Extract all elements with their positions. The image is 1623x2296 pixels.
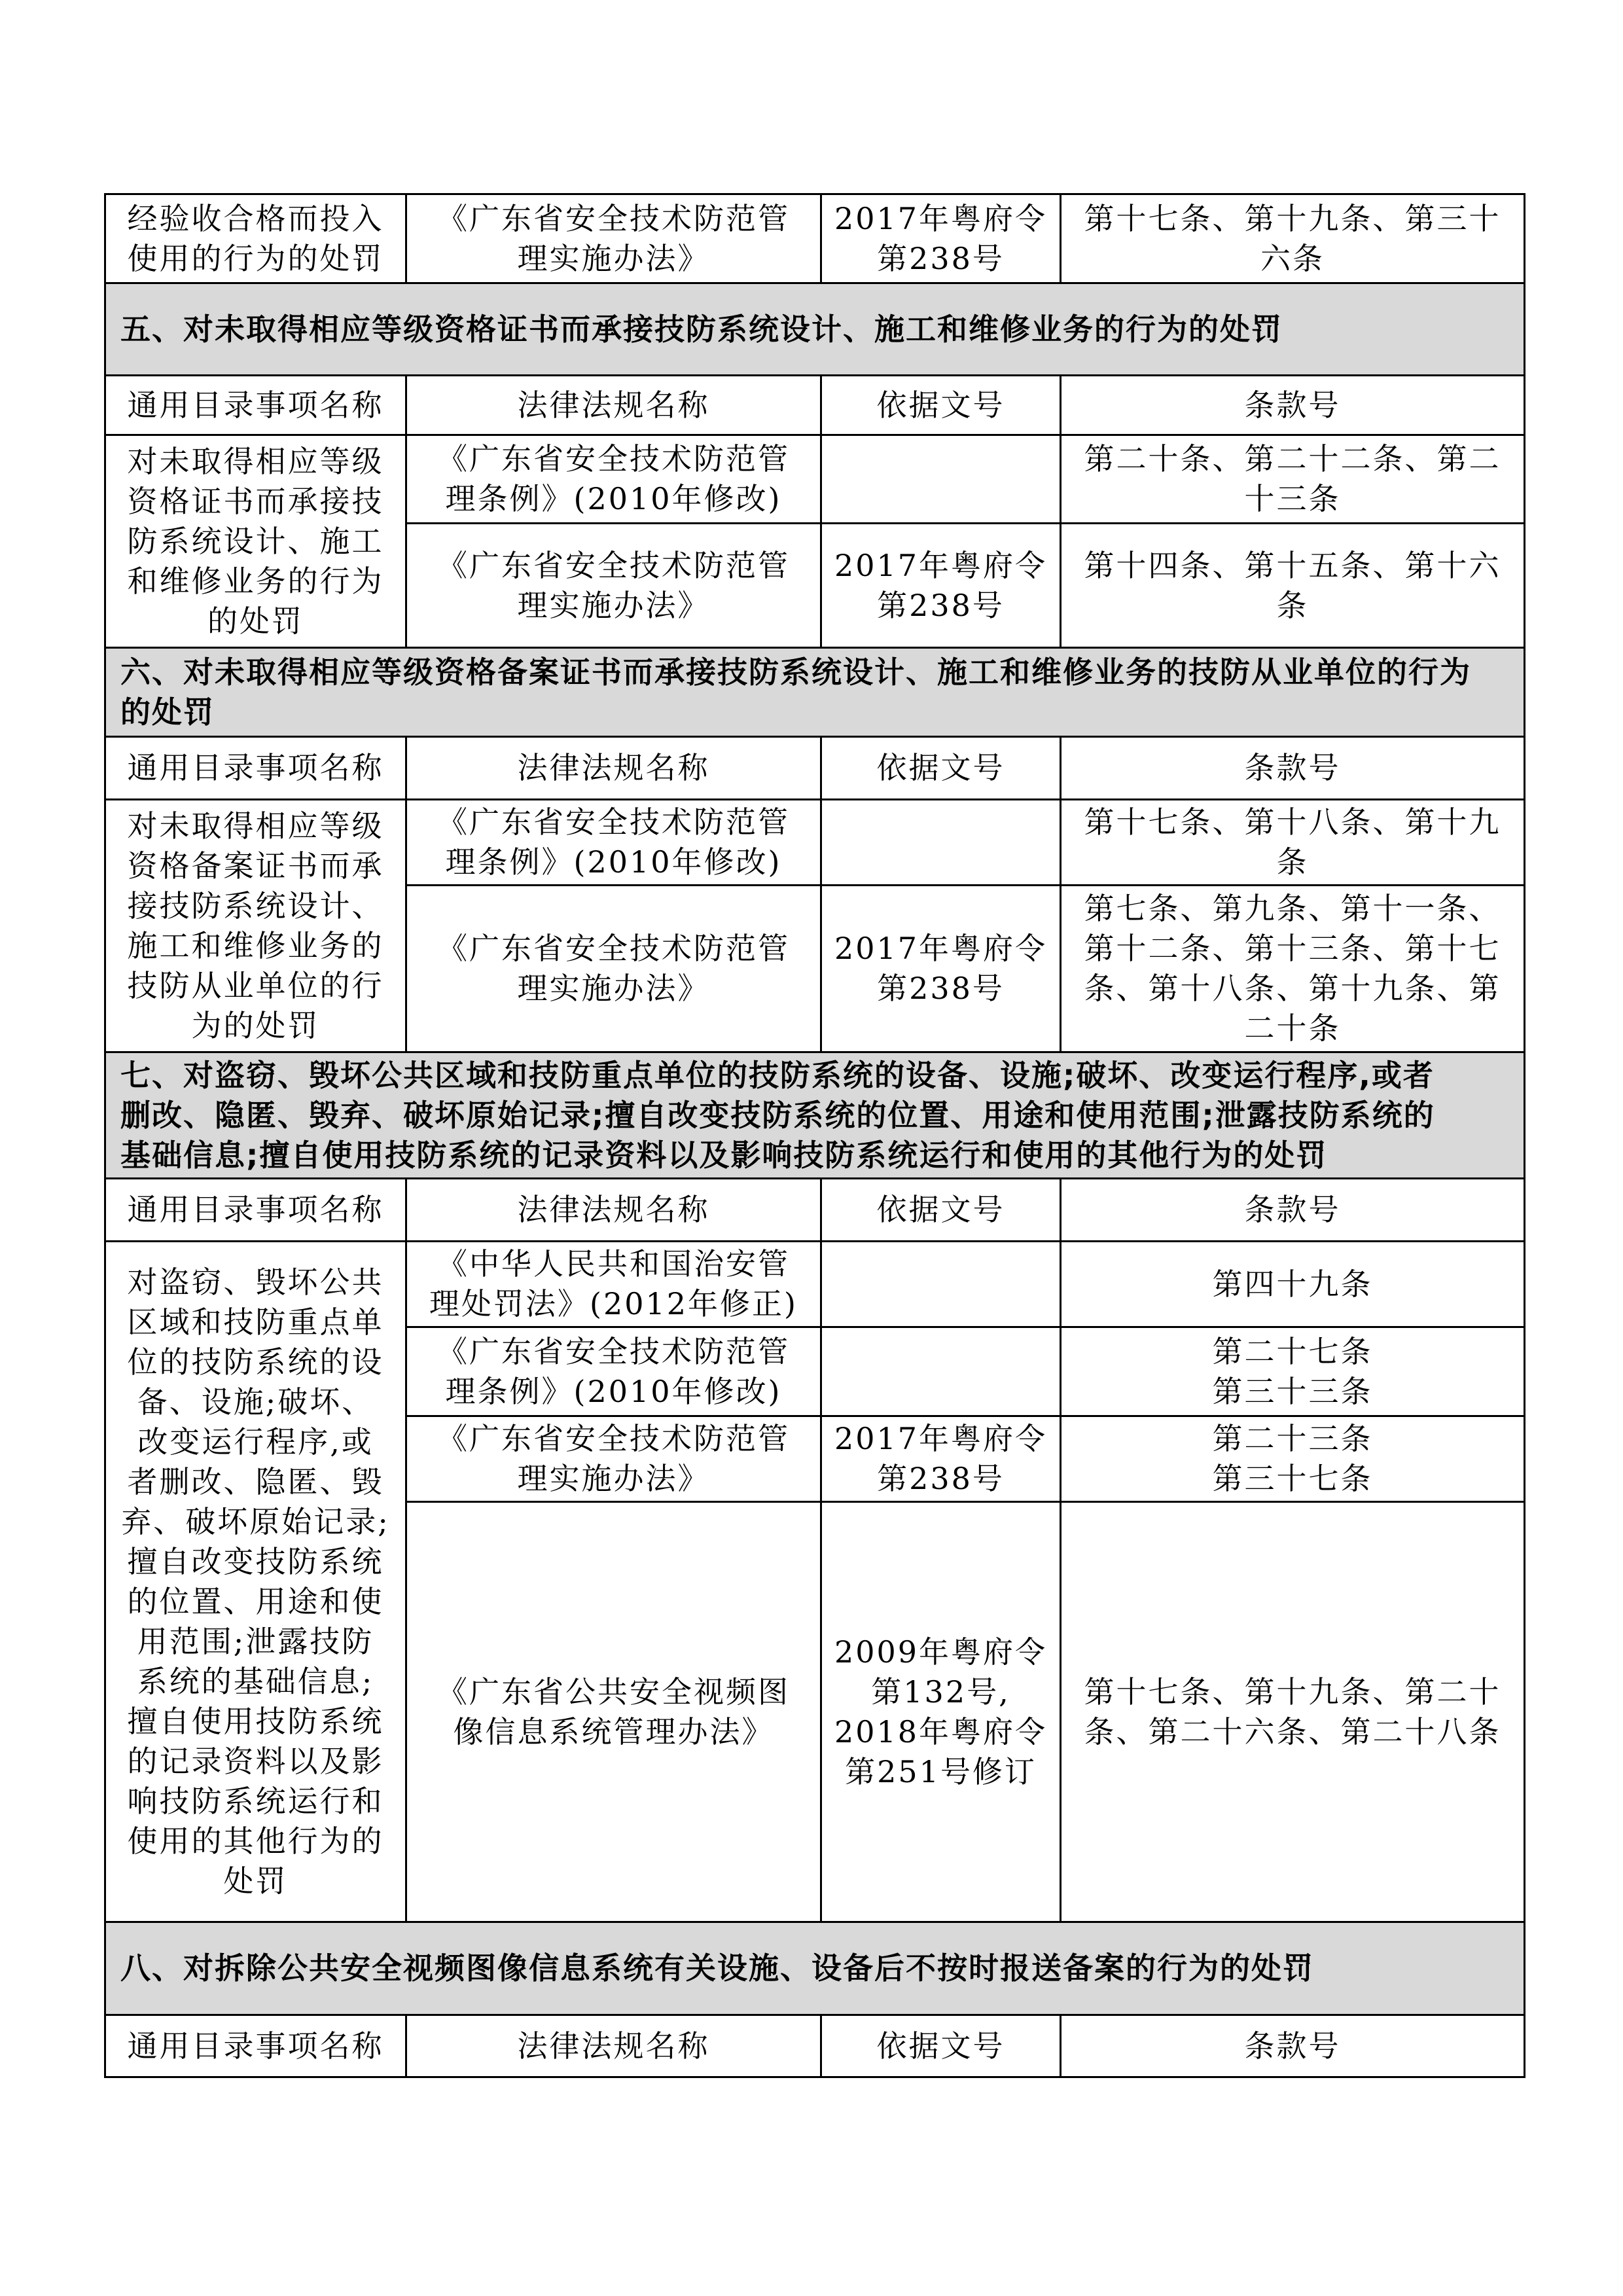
law-name-cell xyxy=(406,1327,821,1416)
text-line: 第二十七条 xyxy=(1212,1333,1373,1369)
header-clause: 条款号 xyxy=(1061,376,1525,435)
table-row xyxy=(105,435,1525,524)
text-line: 2018年粤府令 xyxy=(834,1713,1048,1749)
text-line: 条、第十八条、第十九条、第 xyxy=(1084,971,1501,1006)
header-item-name: 通用目录事项名称 xyxy=(105,1179,406,1242)
text-line: 第251号修订 xyxy=(845,1753,1037,1789)
doc-number-cell xyxy=(821,800,1061,886)
law-name-cell xyxy=(406,435,821,524)
text-line: 技防从业单位的行 xyxy=(127,967,384,1003)
doc-number-cell xyxy=(821,1327,1061,1416)
text-line: 对未取得相应等级 xyxy=(127,808,384,844)
text-line: 第238号 xyxy=(877,971,1005,1006)
text-line: 第十四条、第十五条、第十六 xyxy=(1084,547,1501,583)
header-clause: 条款号 xyxy=(1061,737,1525,800)
header-clause: 条款号 xyxy=(1061,1179,1525,1242)
text-line: 第238号 xyxy=(877,240,1005,276)
item-name-cell xyxy=(105,194,406,283)
header-doc-number: 依据文号 xyxy=(821,1179,1061,1242)
text-line: 《广东省安全技术防范管 xyxy=(437,200,790,236)
clause-cell xyxy=(1061,524,1525,648)
table-row xyxy=(105,1242,1525,1327)
clause-cell xyxy=(1061,800,1525,886)
text-line: 使用的行为的处罚 xyxy=(127,240,384,276)
header-item-name: 通用目录事项名称 xyxy=(105,737,406,800)
text-line: 理实施办法》 xyxy=(517,240,710,276)
text-line: 第132号, xyxy=(871,1674,1010,1710)
text-line: 第十七条、第十九条、第二十 xyxy=(1084,1674,1501,1710)
text-line: 者删改、隐匿、毁 xyxy=(127,1463,384,1499)
header-doc-number: 依据文号 xyxy=(821,737,1061,800)
text-line: 2009年粤府令 xyxy=(834,1634,1048,1670)
text-line: 基础信息;擅自使用技防系统的记录资料以及影响技防系统运行和使用的其他行为的处罚 xyxy=(120,1137,1328,1173)
text-line: 2017年粤府令 xyxy=(834,931,1048,966)
header-law-name: 法律法规名称 xyxy=(406,737,821,800)
text-line: 《广东省公共安全视频图 xyxy=(437,1674,790,1710)
text-line: 擅自改变技防系统 xyxy=(127,1543,384,1579)
text-line: 处罚 xyxy=(223,1863,288,1899)
doc-number-cell xyxy=(821,1416,1061,1502)
header-row xyxy=(105,737,1525,800)
doc-number-cell xyxy=(821,524,1061,648)
text-line: 删改、隐匿、毁弃、破坏原始记录;擅自改变技防系统的位置、用途和使用范围;泄露技防系统的 xyxy=(120,1097,1435,1133)
text-line: 《广东省安全技术防范管 xyxy=(437,1333,790,1369)
law-name-cell xyxy=(406,194,821,283)
text-line: 《广东省安全技术防范管 xyxy=(437,804,790,840)
text-line: 理实施办法》 xyxy=(517,587,710,623)
text-line: 第七条、第九条、第十一条、 xyxy=(1084,891,1501,926)
clause-cell xyxy=(1061,194,1525,283)
text-line: 资格证书而承接技 xyxy=(127,483,384,519)
header-law-name: 法律法规名称 xyxy=(406,376,821,435)
section-8-title xyxy=(105,1922,1525,2015)
text-line: 用范围;泄露技防 xyxy=(137,1623,374,1659)
text-line: 第十七条、第十八条、第十九 xyxy=(1084,804,1501,840)
text-line: 理实施办法》 xyxy=(517,1461,710,1496)
text-line: 响技防系统运行和 xyxy=(127,1783,384,1819)
doc-number-cell xyxy=(821,435,1061,524)
text-line: 第四十九条 xyxy=(1212,1266,1373,1302)
item-name-cell xyxy=(105,800,406,1052)
text-line: 像信息系统管理办法》 xyxy=(453,1713,774,1749)
text-line: 理处罚法》(2012年修正) xyxy=(429,1286,798,1321)
text-line: 十三条 xyxy=(1244,481,1341,516)
header-item-name: 通用目录事项名称 xyxy=(105,376,406,435)
text-line: 的处罚 xyxy=(120,694,215,730)
text-line: 第十二条、第十三条、第十七 xyxy=(1084,931,1501,966)
law-name-cell xyxy=(406,1502,821,1922)
clause-cell xyxy=(1061,1416,1525,1502)
section-title-row xyxy=(105,1052,1525,1179)
law-name-cell xyxy=(406,800,821,886)
text-line: 2017年粤府令 xyxy=(834,1421,1048,1456)
doc-number-cell xyxy=(821,1242,1061,1327)
text-line: 系统的基础信息; xyxy=(137,1663,374,1699)
text-line: 六、对未取得相应等级资格备案证书而承接技防系统设计、施工和维修业务的技防从业单位的行为 xyxy=(120,654,1471,690)
text-line: 施工和维修业务的 xyxy=(127,927,384,963)
section-5-title xyxy=(105,283,1525,376)
doc-number-cell xyxy=(821,194,1061,283)
text-line: 第238号 xyxy=(877,587,1005,623)
clause-cell xyxy=(1061,1242,1525,1327)
header-doc-number: 依据文号 xyxy=(821,2015,1061,2077)
text-line: 和维修业务的行为 xyxy=(127,563,384,599)
text-line: 《广东省安全技术防范管 xyxy=(437,441,790,476)
text-line: 对盗窃、毁坏公共 xyxy=(127,1264,384,1300)
text-line: 对未取得相应等级 xyxy=(127,443,384,479)
item-name-cell xyxy=(105,435,406,648)
text-line: 为的处罚 xyxy=(191,1007,320,1043)
text-line: 2017年粤府令 xyxy=(834,547,1048,583)
text-line: 理实施办法》 xyxy=(517,971,710,1006)
clause-cell xyxy=(1061,1502,1525,1922)
text-line: 的处罚 xyxy=(207,603,304,639)
text-line: 备、设施;破坏、 xyxy=(137,1384,374,1420)
doc-number-cell xyxy=(821,1502,1061,1922)
text-line: 理条例》(2010年修改) xyxy=(445,481,782,516)
section-title-row xyxy=(105,283,1525,376)
text-line: 《广东省安全技术防范管 xyxy=(437,931,790,966)
header-law-name: 法律法规名称 xyxy=(406,2015,821,2077)
text-line: 经验收合格而投入 xyxy=(127,200,384,236)
text-line: 理条例》(2010年修改) xyxy=(445,1373,782,1409)
text-line: 《中华人民共和国治安管 xyxy=(437,1246,790,1282)
text-line: 2017年粤府令 xyxy=(834,200,1048,236)
text-line: 区域和技防重点单 xyxy=(127,1304,384,1340)
text-line: 使用的其他行为的 xyxy=(127,1823,384,1859)
text-line: 第十七条、第十九条、第三十 xyxy=(1084,200,1501,236)
text-line: 五、对未取得相应等级资格证书而承接技防系统设计、施工和维修业务的行为的处罚 xyxy=(120,311,1283,347)
text-line: 资格备案证书而承 xyxy=(127,848,384,884)
law-name-cell xyxy=(406,1416,821,1502)
text-line: 条 xyxy=(1276,844,1309,880)
text-line: 条 xyxy=(1276,587,1309,623)
header-law-name: 法律法规名称 xyxy=(406,1179,821,1242)
text-line: 接技防系统设计、 xyxy=(127,888,384,924)
law-name-cell xyxy=(406,886,821,1052)
text-line: 弃、破坏原始记录; xyxy=(121,1503,390,1539)
text-line: 八、对拆除公共安全视频图像信息系统有关设施、设备后不按时报送备案的行为的处罚 xyxy=(120,1950,1314,1986)
text-line: 理条例》(2010年修改) xyxy=(445,844,782,880)
clause-cell xyxy=(1061,886,1525,1052)
doc-number-cell xyxy=(821,886,1061,1052)
text-line: 《广东省安全技术防范管 xyxy=(437,547,790,583)
text-line: 防系统设计、施工 xyxy=(127,523,384,559)
text-line: 二十条 xyxy=(1244,1011,1341,1046)
section-title-row xyxy=(105,648,1525,737)
law-name-cell xyxy=(406,1242,821,1327)
header-row xyxy=(105,2015,1525,2077)
text-line: 第238号 xyxy=(877,1461,1005,1496)
text-line: 《广东省安全技术防范管 xyxy=(437,1421,790,1456)
text-line: 第二十条、第二十二条、第二 xyxy=(1084,441,1501,476)
text-line: 七、对盗窃、毁坏公共区域和技防重点单位的技防系统的设备、设施;破坏、改变运行程序,或者 xyxy=(120,1057,1435,1093)
section-6-title xyxy=(105,648,1525,737)
text-line: 六条 xyxy=(1260,240,1325,276)
law-name-cell xyxy=(406,524,821,648)
table-row xyxy=(105,800,1525,886)
header-row xyxy=(105,376,1525,435)
item-name-cell xyxy=(105,1242,406,1922)
clause-cell xyxy=(1061,435,1525,524)
text-line: 擅自使用技防系统 xyxy=(127,1703,384,1739)
section-7-title xyxy=(105,1052,1525,1179)
header-clause: 条款号 xyxy=(1061,2015,1525,2077)
clause-cell xyxy=(1061,1327,1525,1416)
table-row xyxy=(105,194,1525,283)
text-line: 第三十七条 xyxy=(1212,1461,1373,1496)
header-row xyxy=(105,1179,1525,1242)
text-line: 改变运行程序,或 xyxy=(137,1424,374,1460)
section-title-row xyxy=(105,1922,1525,2015)
text-line: 的位置、用途和使 xyxy=(127,1583,384,1619)
text-line: 条、第二十六条、第二十八条 xyxy=(1084,1713,1501,1749)
header-doc-number: 依据文号 xyxy=(821,376,1061,435)
text-line: 的记录资料以及影 xyxy=(127,1743,384,1779)
penalty-basis-table xyxy=(104,193,1525,2078)
header-item-name: 通用目录事项名称 xyxy=(105,2015,406,2077)
text-line: 第二十三条 xyxy=(1212,1421,1373,1456)
text-line: 位的技防系统的设 xyxy=(127,1344,384,1380)
text-line: 第三十三条 xyxy=(1212,1373,1373,1409)
